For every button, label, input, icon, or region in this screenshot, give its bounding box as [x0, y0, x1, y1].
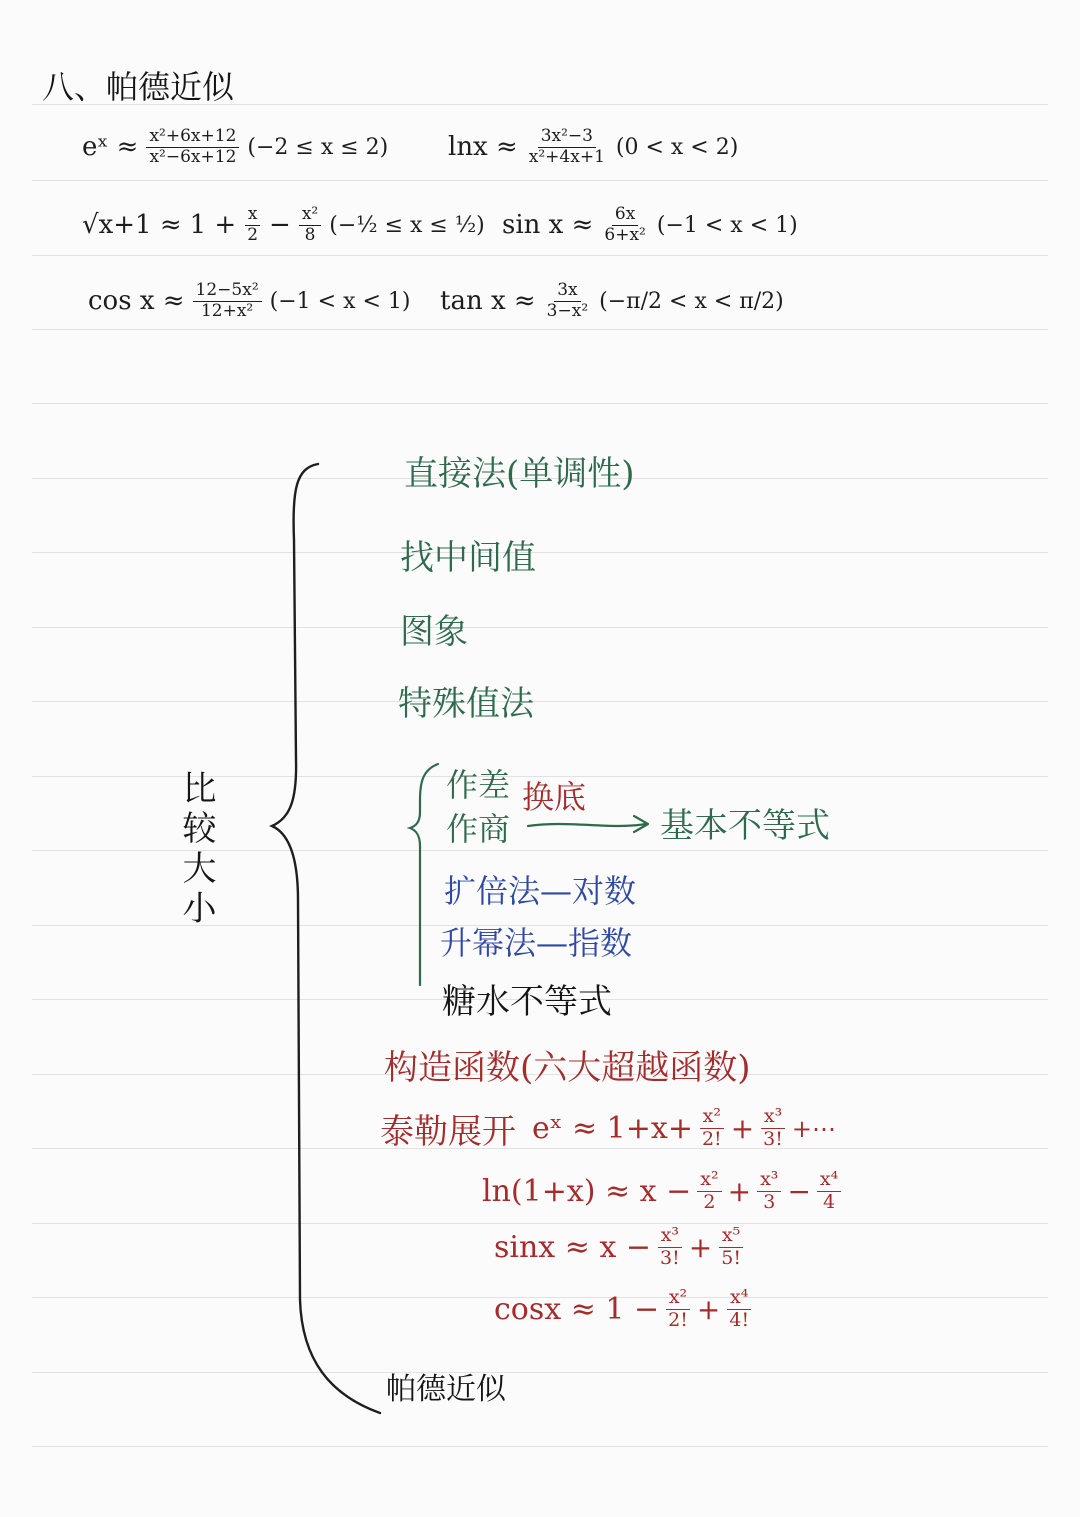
method-middle-value: 找中间值: [400, 538, 536, 578]
taylor-cos-term2-num: x²: [666, 1288, 690, 1310]
taylor-exp-term3: [760, 1107, 786, 1150]
pade-sin-range: (−1 < x < 1): [656, 212, 798, 238]
pade-sqrt-frac1-denominator: 2: [247, 224, 259, 245]
taylor-ln-lhs: ln(1+x) ≈ x −: [482, 1173, 692, 1209]
pade-sin-lhs: sin x ≈: [502, 210, 594, 241]
method-change-base: 换底: [522, 778, 587, 816]
section-title: 八、帕德近似: [42, 68, 235, 106]
taylor-cos-term2-den: 2!: [668, 1308, 688, 1331]
pade-ln-numerator: 3x²−3: [538, 128, 596, 148]
pade-tan-denominator: 3−x²: [546, 300, 589, 321]
taylor-ln-term3-den: 3: [763, 1190, 776, 1213]
arrow-to-jiben: [528, 824, 646, 826]
pade-ln-lhs: lnx ≈: [448, 132, 518, 163]
method-expand-log: 扩倍法—对数: [444, 872, 637, 910]
taylor-ln-term4-den: 4: [823, 1190, 836, 1213]
taylor-exp-term2-den: 2!: [701, 1128, 722, 1150]
pade-sqrt-frac2-denominator: 8: [304, 224, 316, 245]
taylor-sin-term3: [657, 1226, 683, 1269]
taylor-ln-term2-den: 2: [703, 1190, 716, 1213]
taylor-cos-row: [494, 1288, 752, 1331]
pade-exp-range: (−2 ≤ x ≤ 2): [247, 134, 389, 160]
taylor-ln-row: [482, 1170, 841, 1213]
taylor-sin-term3-den: 3!: [660, 1246, 680, 1269]
taylor-ln-term4: [817, 1170, 841, 1213]
taylor-cos-term4: [726, 1288, 752, 1331]
taylor-cos-lhs: cosx ≈ 1 −: [494, 1291, 660, 1327]
method-difference: 作差: [446, 766, 511, 804]
construct-function: 构造函数(六大超越函数): [384, 1048, 751, 1088]
taylor-exp-term3-den: 3!: [763, 1128, 783, 1150]
taylor-sin-term5-num: x⁵: [719, 1226, 743, 1248]
sugar-water-inequality: 糖水不等式: [442, 982, 612, 1022]
basic-inequality: 基本不等式: [660, 806, 830, 846]
taylor-ln-plus: +: [727, 1174, 752, 1208]
taylor-sin-term3-num: x³: [658, 1226, 682, 1248]
taylor-exp-tail: +⋯: [791, 1114, 837, 1143]
pade-exp-denominator: x²−6x+12: [149, 146, 237, 167]
taylor-exp-plus: +: [730, 1112, 755, 1145]
taylor-sin-term5: [718, 1226, 744, 1269]
method-special-value: 特殊值法: [398, 684, 534, 724]
taylor-cos-term2: [665, 1288, 691, 1331]
taylor-ln-term2-num: x²: [697, 1170, 721, 1192]
taylor-exp-row: [380, 1104, 836, 1153]
pade-sqrt-one-plus: 1 +: [189, 210, 237, 241]
taylor-exp-lhs: eˣ ≈ 1+x+: [532, 1111, 693, 1146]
taylor-ln-term2: [697, 1170, 721, 1213]
pade-sin-denominator: 6+x²: [604, 224, 646, 245]
pade-ln-denominator: x²+4x+1: [528, 146, 605, 167]
sub-brace: [410, 764, 438, 985]
pade-cos-numerator: 12−5x²: [193, 282, 262, 302]
pade-sqrt-frac2-numerator: x²: [299, 206, 321, 226]
taylor-cos-term4-den: 4!: [729, 1308, 750, 1331]
method-raise-power: 升幂法—指数: [440, 924, 633, 962]
pade-sqrt-frac1-numerator: x: [245, 206, 261, 226]
pade-sqrt-minus: −: [269, 210, 291, 241]
pade-cos-denominator: 12+x²: [200, 300, 254, 321]
pade-tan-lhs: tan x ≈: [440, 286, 536, 317]
pade-exp-numerator: x²+6x+12: [146, 128, 239, 148]
main-brace: [272, 464, 380, 1413]
method-pade: 帕德近似: [386, 1372, 506, 1407]
taylor-ln-term4-num: x⁴: [817, 1170, 841, 1192]
method-direct: 直接法(单调性): [404, 454, 635, 494]
taylor-sin-plus: +: [688, 1230, 713, 1264]
mindmap-root: 比较大小: [176, 770, 216, 930]
pade-cos-range: (−1 < x < 1): [269, 288, 411, 314]
pade-sqrt-range: (−½ ≤ x ≤ ½): [329, 212, 485, 238]
taylor-ln-term3: [757, 1170, 781, 1213]
pade-tan-numerator: 3x: [554, 282, 580, 302]
pade-exp-lhs: eˣ ≈: [82, 132, 139, 163]
taylor-sin-row: [494, 1226, 744, 1269]
taylor-cos-plus: +: [696, 1292, 721, 1326]
taylor-sin-lhs: sinx ≈ x −: [494, 1229, 652, 1265]
pade-sin-numerator: 6x: [612, 206, 638, 226]
taylor-cos-term4-num: x⁴: [727, 1288, 751, 1310]
method-graph: 图象: [400, 612, 468, 652]
pade-sqrt-lhs: √x+1 ≈: [82, 210, 182, 241]
pade-ln-range: (0 < x < 2): [615, 134, 739, 160]
taylor-sin-term5-den: 5!: [721, 1246, 741, 1269]
taylor-exp-term3-num: x³: [761, 1107, 785, 1129]
taylor-exp-term2: [699, 1107, 725, 1150]
taylor-label: 泰勒展开: [380, 1112, 516, 1152]
pade-tan-range: (−π/2 < x < π/2): [599, 288, 784, 314]
taylor-exp-term2-num: x²: [700, 1107, 724, 1129]
pade-cos-lhs: cos x ≈: [88, 286, 185, 317]
taylor-ln-term3-num: x³: [757, 1170, 781, 1192]
method-quotient: 作商: [446, 810, 511, 848]
taylor-ln-minus: −: [787, 1174, 811, 1208]
